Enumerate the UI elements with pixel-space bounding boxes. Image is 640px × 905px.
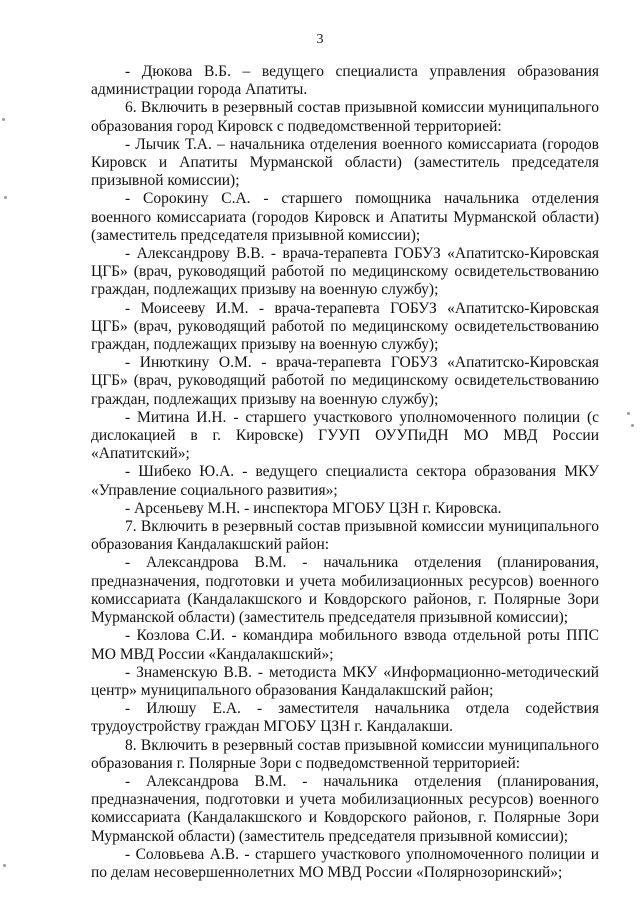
paragraph-moiseeva: - Моисееву И.М. - врача-терапевта ГОБУЗ «Апатитско-Кировская ЦГБ» (врач, руководящий работой по медицинскому освидетельствованию граждан, подлежащих призыву на военную службу); bbox=[91, 299, 599, 354]
paragraph-solovyev: - Соловьева А.В. - старшего участкового уполномоченного полиции и по делам несовершеннолетних МО МВД России «Полярнозоринский»; bbox=[91, 845, 599, 881]
paragraph-shibeko: - Шибеко Ю.А. - ведущего специалиста сектора образования МКУ «Управление социального развития»; bbox=[91, 463, 599, 499]
paragraph-kozlov: - Козлова С.И. - командира мобильного взвода отдельной роты ППС МО МВД России «Кандалакшский»; bbox=[91, 627, 599, 663]
paragraph-mitin: - Митина И.Н. - старшего участкового уполномоченного полиции (с дислокацией в г. Кировске) ГУУП ОУУПиДН МО МВД России «Апатитский»; bbox=[91, 408, 599, 463]
paragraph-znamenskaya: - Знаменскую В.В. - методиста МКУ «Информационно-методический центр» муниципального образования Кандалакшский район; bbox=[91, 663, 599, 699]
paragraph-arsenyeva: - Арсеньеву М.Н. - инспектора МГОБУ ЦЗН г. Кировска. bbox=[125, 499, 502, 517]
paragraph-ilyusha: - Илюшу Е.А. - заместителя начальника отдела содействия трудоустройству граждан МГОБУ ЦЗН г. Кандалакши. bbox=[91, 700, 599, 736]
paragraph-section-8: 8. Включить в резервный состав призывной комиссии муниципального образования г. Полярные Зори с подведомственной территорией: bbox=[91, 736, 599, 772]
scan-speck bbox=[3, 864, 6, 867]
paragraph-section-6: 6. Включить в резервный состав призывной комиссии муниципального образования город Кировск с подведомственной территорией: bbox=[91, 99, 599, 135]
paragraph-dyukova: - Дюкова В.Б. – ведущего специалиста управления образования администрации города Апатиты. bbox=[91, 63, 599, 99]
paragraph-lychik: - Лычик Т.А. – начальника отделения военного комиссариата (городов Кировск и Апатиты Мурманской области) (заместитель председателя призывной комиссии); bbox=[91, 135, 599, 190]
scan-speck bbox=[4, 196, 7, 199]
scan-speck bbox=[631, 424, 634, 427]
document-body bbox=[91, 63, 599, 882]
paragraph-sorokina: - Сорокину С.А. - старшего помощника начальника отделения военного комиссариата (городов Кировск и Апатиты Мурманской области) (заместитель председателя призывной комиссии); bbox=[91, 190, 599, 244]
page-number: 3 bbox=[316, 32, 324, 47]
paragraph-alexandrov-kandalaksha: - Александрова В.М. - начальника отделения (планирования, предназначения, подготовки и учета мобилизационных ресурсов) военного комиссариата (Кандалакшского и Ковдорского районов, г. Полярные Зори Мурманской области) (заместитель председателя призывной комиссии); bbox=[91, 554, 599, 627]
paragraph-inyutkina: - Инюткину О.М. - врача-терапевта ГОБУЗ «Апатитско-Кировская ЦГБ» (врач, руководящий работой по медицинскому освидетельствованию граждан, подлежащих призыву на военную службу); bbox=[91, 354, 599, 408]
paragraph-section-7: 7. Включить в резервный состав призывной комиссии муниципального образования Кандалакшский район: bbox=[91, 518, 599, 554]
paragraph-alexandrov-polyarnye-zori: - Александрова В.М. - начальника отделения (планирования, предназначения, подготовки и учета мобилизационных ресурсов) военного комиссариата (Кандалакшского и Ковдорского районов, г. Полярные Зори Мурманской области) (заместитель председателя призывной комиссии); bbox=[91, 772, 599, 845]
paragraph-alexandrova: - Александрову В.В. - врача-терапевта ГОБУЗ «Апатитско-Кировская ЦГБ» (врач, руководящий работой по медицинскому освидетельствованию граждан, подлежащих призыву на военную службу); bbox=[91, 245, 599, 299]
scan-speck bbox=[627, 412, 630, 415]
scan-speck bbox=[2, 118, 5, 121]
